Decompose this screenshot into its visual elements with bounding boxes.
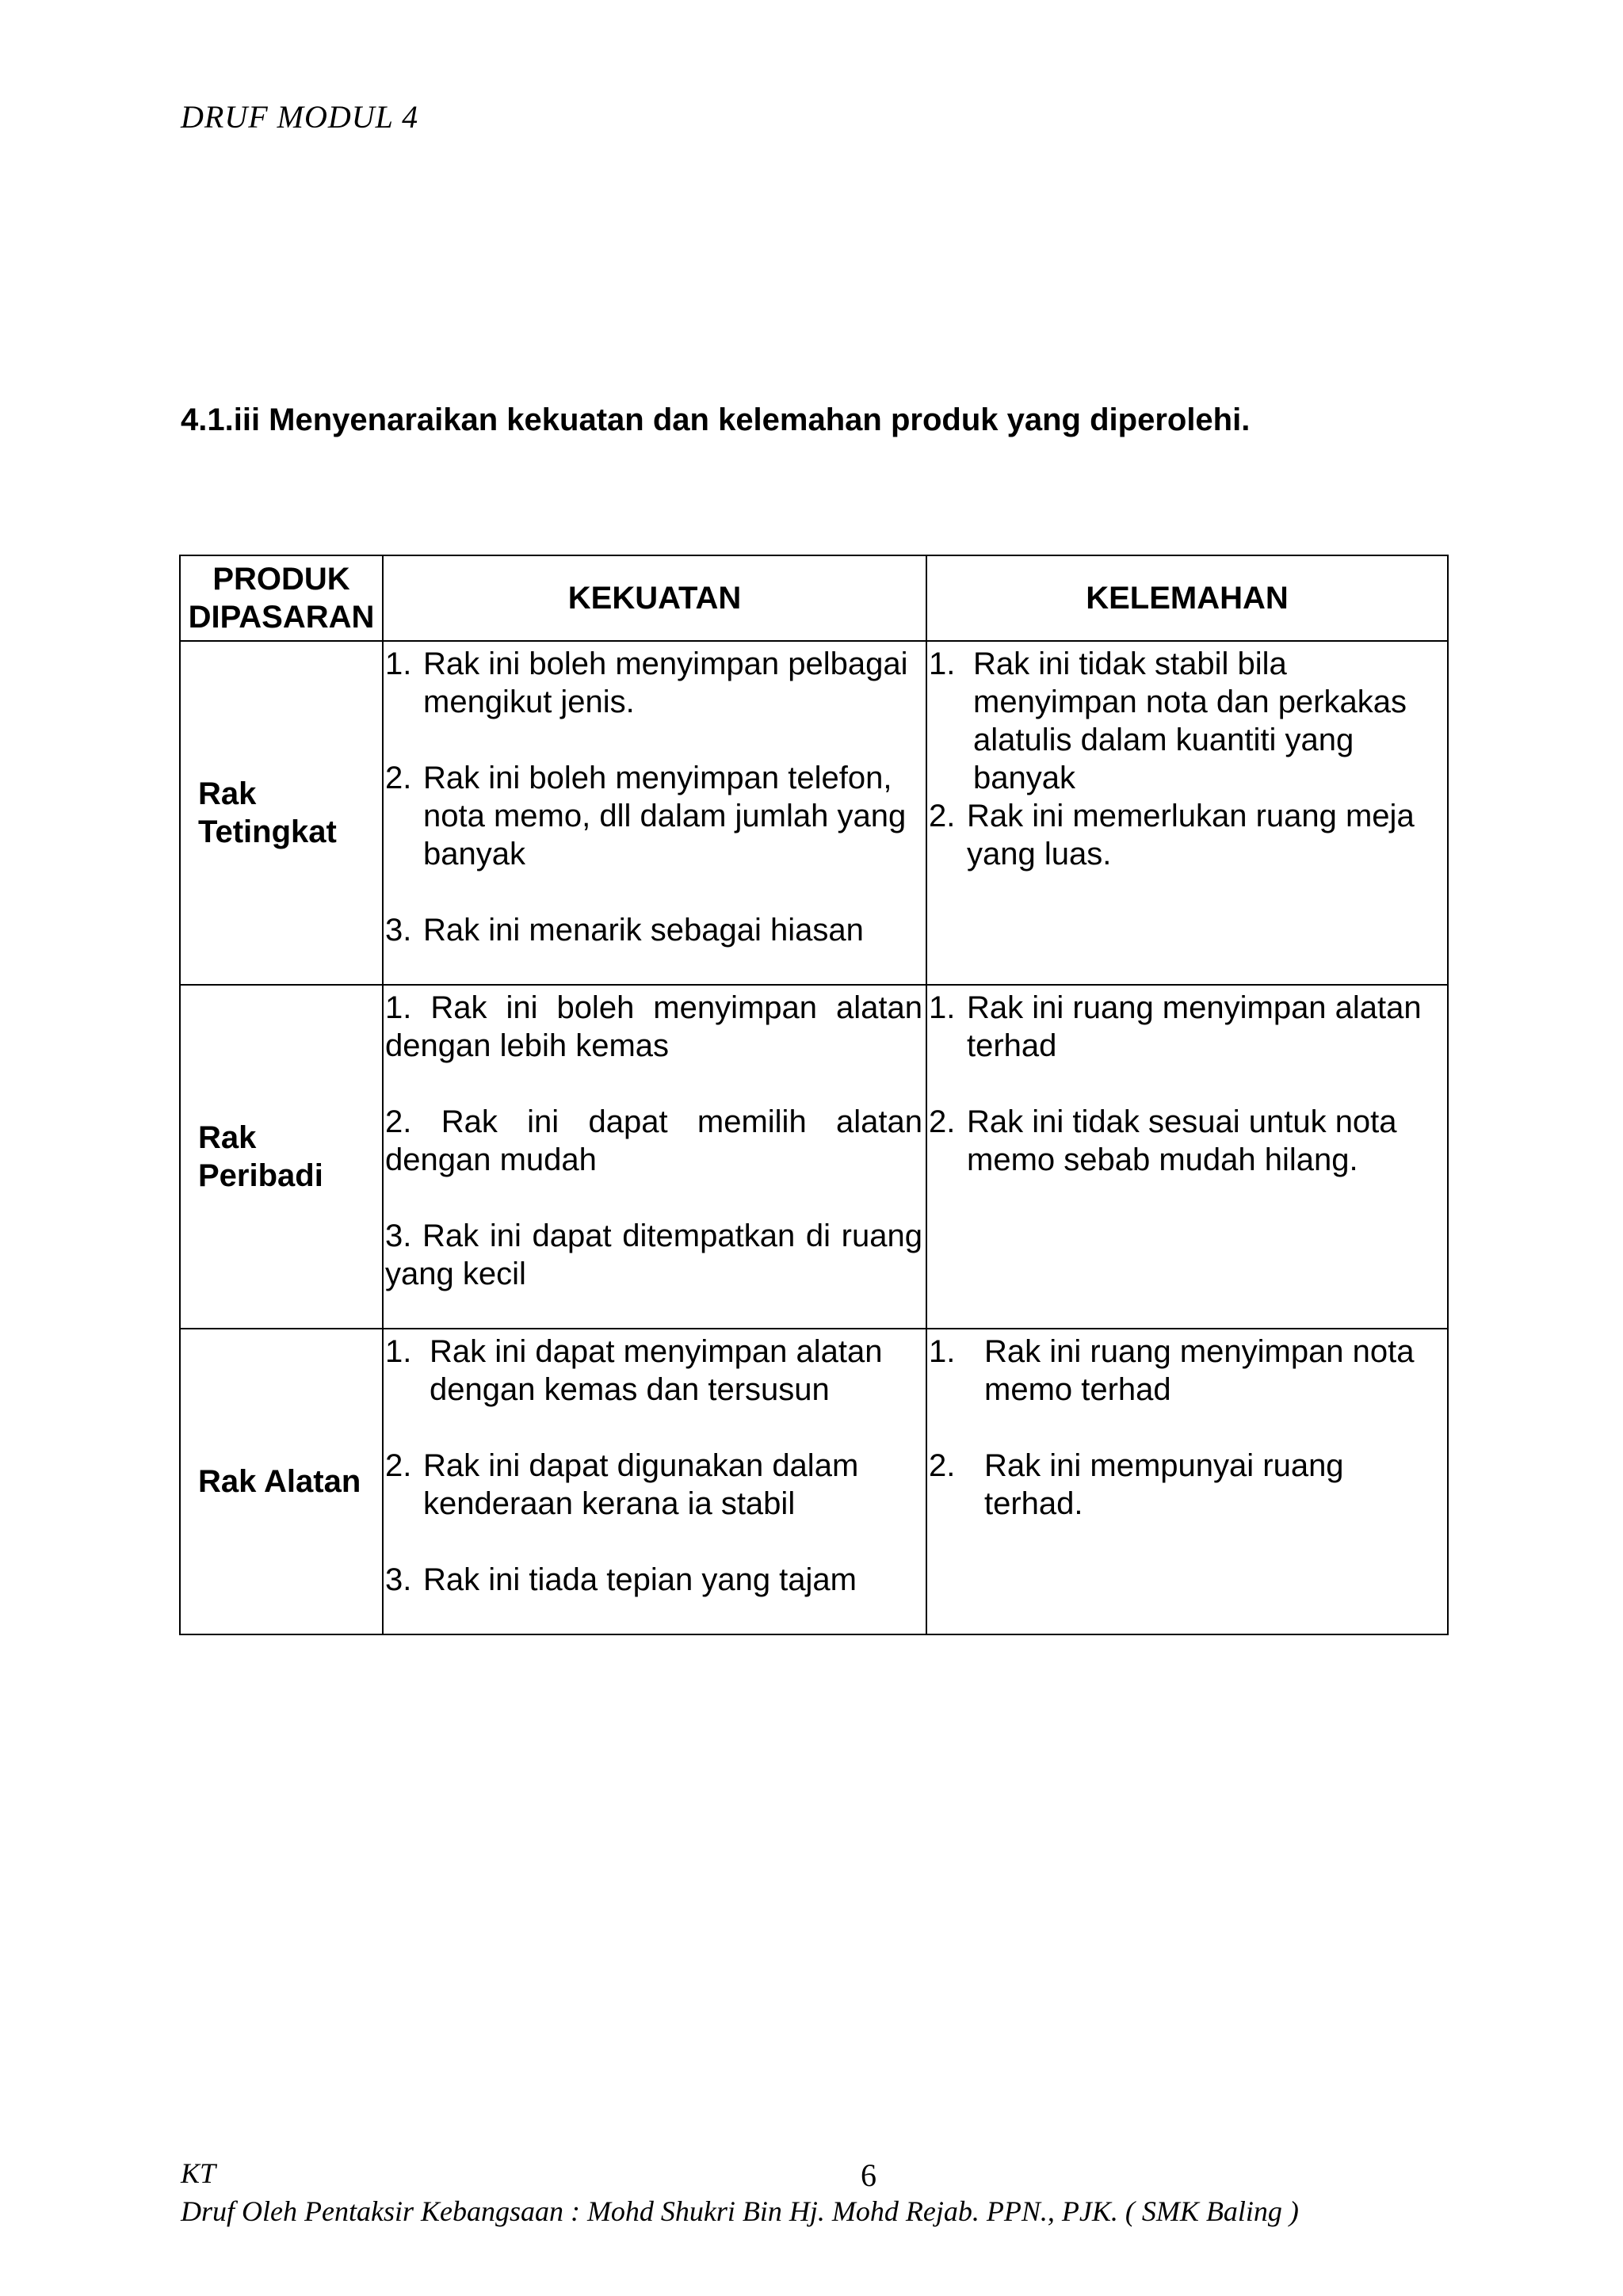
product-name: Rak Tetingkat bbox=[198, 776, 337, 849]
strengths-cell bbox=[383, 641, 926, 985]
item-number: 1. bbox=[385, 646, 412, 681]
item-number: 1. bbox=[929, 646, 956, 681]
item-text: Rak ini tiada tepian yang tajam bbox=[423, 1562, 857, 1597]
list-item bbox=[385, 1447, 922, 1523]
table-row bbox=[180, 985, 1448, 1329]
list-item bbox=[929, 1103, 1444, 1179]
weaknesses-cell bbox=[926, 1329, 1448, 1634]
item-number: 1. bbox=[929, 990, 956, 1025]
product-cell bbox=[180, 1329, 383, 1634]
item-text: Rak ini dapat memilih alatan dengan mudah bbox=[385, 1104, 922, 1177]
footer-label: KT bbox=[181, 2157, 216, 2189]
item-number: 1. bbox=[929, 1334, 956, 1369]
column-header-product-label: PRODUK DIPASARAN bbox=[188, 562, 375, 635]
item-text: Rak ini dapat menyimpan alatan dengan kemas dan tersusun bbox=[430, 1334, 883, 1407]
list-item bbox=[385, 989, 922, 1065]
item-text: Rak ini dapat ditempatkan di ruang yang kecil bbox=[385, 1219, 922, 1291]
weaknesses-cell bbox=[926, 641, 1448, 985]
item-number: 3. bbox=[385, 1562, 412, 1597]
product-cell bbox=[180, 641, 383, 985]
item-text: Rak ini ruang menyimpan alatan terhad bbox=[967, 990, 1422, 1063]
item-text: Rak ini boleh menyimpan alatan dengan lebih kemas bbox=[385, 990, 922, 1063]
item-number: 3. bbox=[385, 913, 412, 948]
item-number: 2. bbox=[385, 1104, 412, 1139]
column-header-product bbox=[180, 555, 383, 641]
list-item bbox=[929, 989, 1444, 1065]
product-name: Rak Peribadi bbox=[198, 1120, 323, 1193]
comparison-table bbox=[179, 555, 1449, 1635]
column-header-strengths: KEKUATAN bbox=[383, 555, 926, 641]
table-row bbox=[180, 641, 1448, 985]
list-item bbox=[929, 797, 1444, 873]
item-text: Rak ini dapat digunakan dalam kenderaan kerana ia stabil bbox=[423, 1448, 859, 1521]
list-item bbox=[385, 1217, 922, 1293]
list-item bbox=[385, 911, 922, 949]
footer-credit: Druf Oleh Pentaksir Kebangsaan : Mohd Shukri Bin Hj. Mohd Rejab. PPN., PJK. ( SMK Baling ) bbox=[181, 2195, 1299, 2227]
table-row bbox=[180, 1329, 1448, 1634]
item-text: Rak ini mempunyai ruang terhad. bbox=[984, 1448, 1344, 1521]
item-number: 2. bbox=[385, 1448, 412, 1483]
item-text: Rak ini ruang menyimpan nota memo terhad bbox=[984, 1334, 1415, 1407]
product-cell bbox=[180, 985, 383, 1329]
list-item bbox=[385, 645, 922, 721]
list-item bbox=[385, 1561, 922, 1599]
list-item bbox=[929, 645, 1444, 797]
item-number: 1. bbox=[385, 990, 412, 1025]
item-number: 1. bbox=[385, 1334, 412, 1369]
list-item bbox=[929, 1333, 1444, 1409]
list-item bbox=[929, 1447, 1444, 1523]
section-heading: 4.1.iii Menyenaraikan kekuatan dan kelemahan produk yang diperolehi. bbox=[181, 402, 1251, 437]
item-text: Rak ini tidak stabil bila menyimpan nota dan perkakas alatulis dalam kuantiti yang banyak bbox=[973, 646, 1407, 795]
weaknesses-cell bbox=[926, 985, 1448, 1329]
product-name: Rak Alatan bbox=[198, 1464, 361, 1499]
item-number: 3. bbox=[385, 1219, 412, 1253]
list-item bbox=[385, 1333, 922, 1409]
column-header-weaknesses: KELEMAHAN bbox=[926, 555, 1448, 641]
item-text: Rak ini menarik sebagai hiasan bbox=[423, 913, 864, 948]
item-text: Rak ini tidak sesuai untuk nota memo sebab mudah hilang. bbox=[967, 1104, 1397, 1177]
item-number: 2. bbox=[929, 799, 956, 833]
item-text: Rak ini boleh menyimpan pelbagai mengikut jenis. bbox=[423, 646, 908, 719]
item-number: 2. bbox=[385, 761, 412, 795]
item-text: Rak ini boleh menyimpan telefon, nota memo, dll dalam jumlah yang banyak bbox=[423, 761, 907, 871]
item-text: Rak ini memerlukan ruang meja yang luas. bbox=[967, 799, 1415, 871]
list-item bbox=[385, 1103, 922, 1179]
strengths-cell bbox=[383, 1329, 926, 1634]
page-number: 6 bbox=[861, 2157, 876, 2193]
list-item bbox=[385, 759, 922, 873]
item-number: 2. bbox=[929, 1104, 956, 1139]
table-header-row bbox=[180, 555, 1448, 641]
running-header: DRUF MODUL 4 bbox=[181, 99, 419, 135]
item-number: 2. bbox=[929, 1448, 956, 1483]
strengths-cell bbox=[383, 985, 926, 1329]
